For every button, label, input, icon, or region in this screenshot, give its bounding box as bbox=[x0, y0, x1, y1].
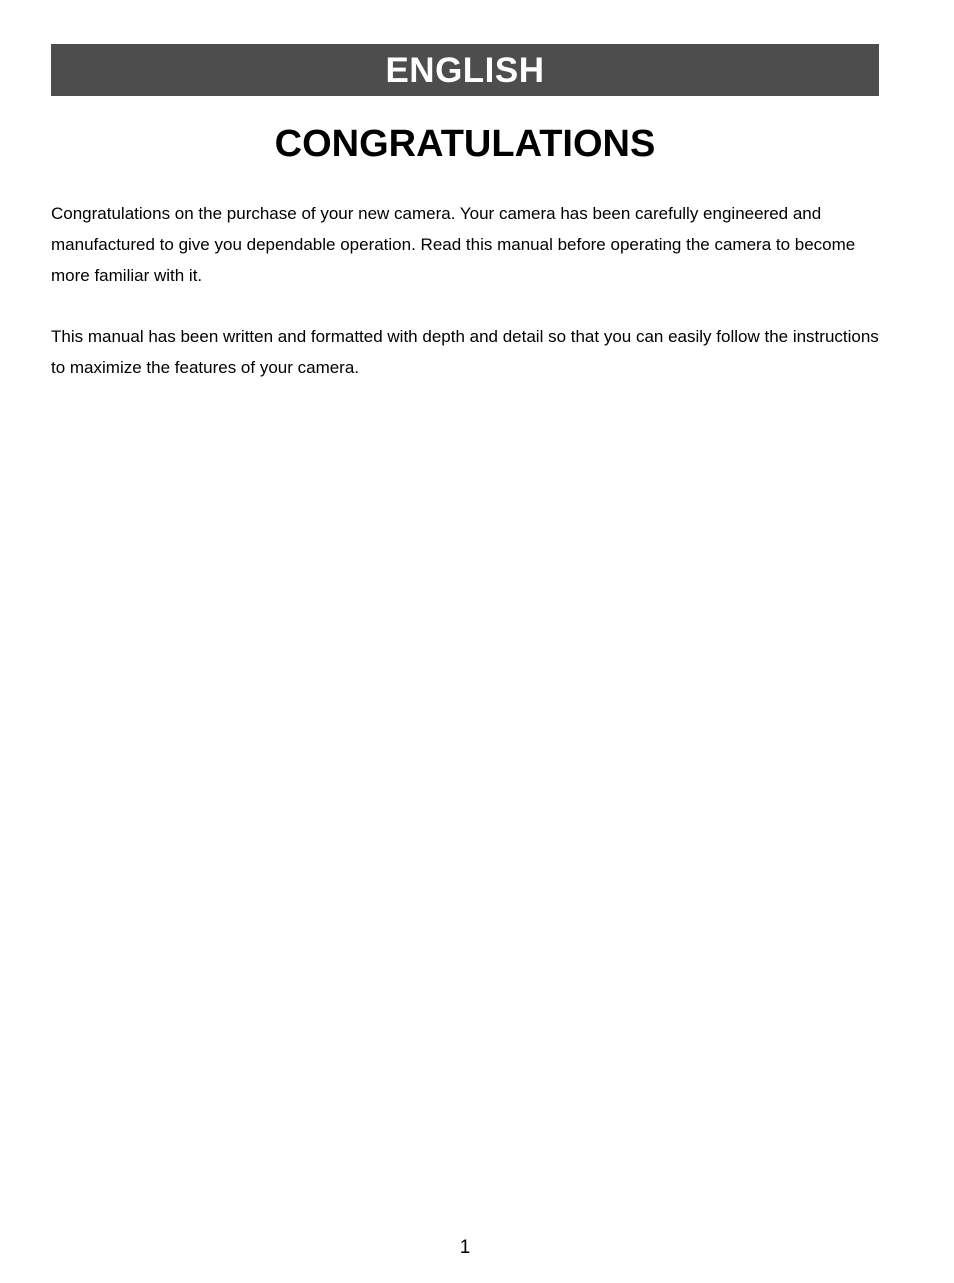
language-label: ENGLISH bbox=[385, 50, 545, 90]
page-number: 1 bbox=[459, 1237, 471, 1258]
intro-paragraph: Congratulations on the purchase of your new camera. Your camera has been carefully engineered and manufactured to give you dependable operation. Read this manual before operating the camera to become more familiar with it. bbox=[51, 204, 856, 285]
language-banner bbox=[51, 44, 879, 96]
page-title: CONGRATULATIONS bbox=[274, 123, 656, 165]
manual-info-paragraph: This manual has been written and formatted with depth and detail so that you can easily follow the instructions to maximize the features of your camera. bbox=[51, 327, 879, 377]
